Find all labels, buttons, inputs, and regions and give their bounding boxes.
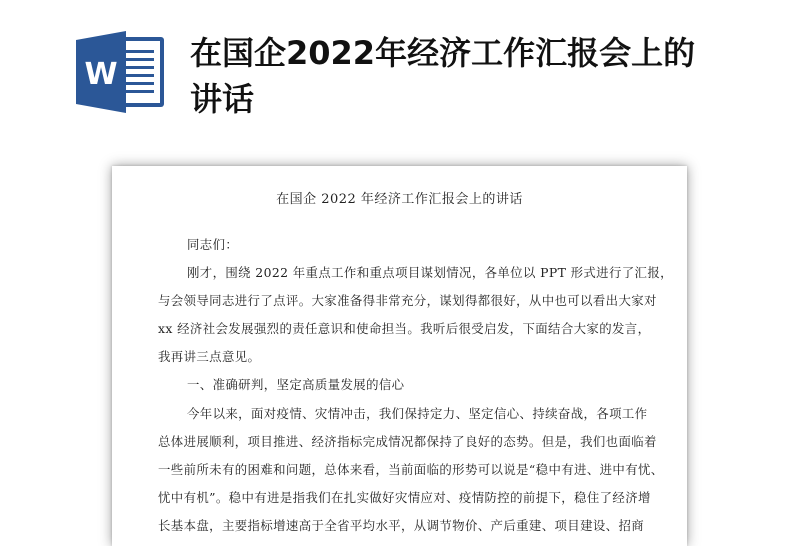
doc-line: 忧中有机”。稳中有进是指我们在扎实做好灾情应对、疫情防控的前提下，稳住了经济增 [158,490,651,505]
document-title: 在国企 2022 年经济工作汇报会上的讲话 [276,192,523,207]
doc-line: 与会领导同志进行了点评。大家准备得非常充分，谋划得都很好，从中也可以看出大家对 [158,293,657,308]
page-title: 在国企2022年经济工作汇报会上的讲话 [190,34,696,118]
word-document-icon [76,30,164,114]
word-icon-letter: W [84,57,118,92]
document-page [112,166,687,546]
doc-line-salutation: 同志们： [187,237,239,252]
doc-line: xx 经济社会发展强烈的责任意识和使命担当。我听后很受启发，下面结合大家的发言， [158,321,651,336]
doc-line: 我再讲三点意见。 [158,349,261,364]
doc-line: 一些前所未有的困难和问题，总体来看，当前面临的形势可以说是“稳中有进、进中有忧、 [158,462,664,477]
doc-section-heading: 一、准确研判，坚定高质量发展的信心 [187,377,405,392]
doc-line: 今年以来，面对疫情、灾情冲击，我们保持定力、坚定信心、持续奋战，各项工作 [187,406,648,421]
doc-line: 长基本盘，主要指标增速高于全省平均水平，从调节物价、产后重建、项目建设、招商 [158,518,645,533]
doc-line: 刚才，围绕 2022 年重点工作和重点项目谋划情况，各单位以 PPT 形式进行了汇报， [187,265,673,280]
doc-line: 总体进展顺利，项目推进、经济指标完成情况都保持了良好的态势。但是，我们也面临着 [158,434,657,449]
